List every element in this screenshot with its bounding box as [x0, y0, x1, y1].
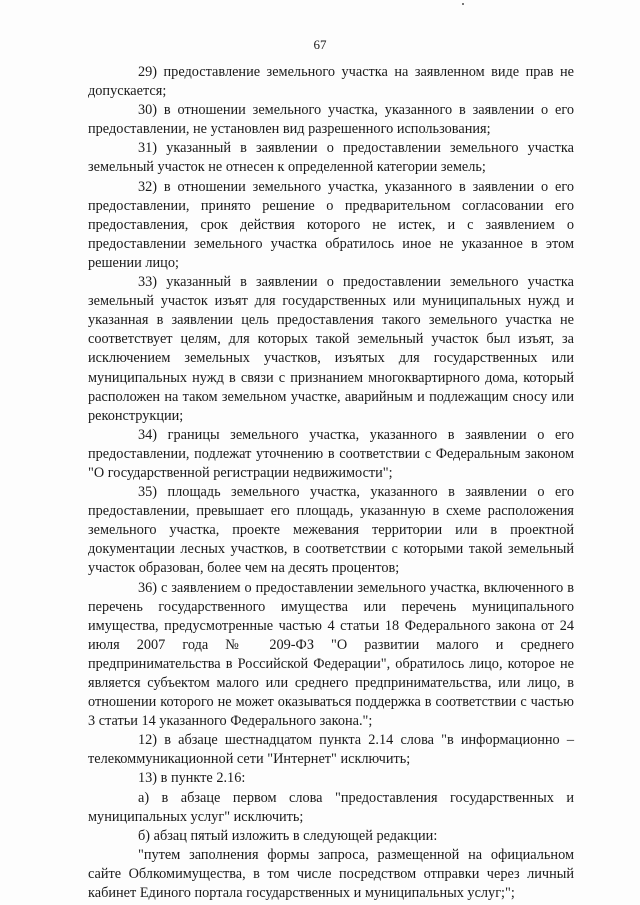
paragraph-amendment-12: 12) в абзаце шестнадцатом пункта 2.14 слова "в информационно – телекоммуникационной сети "Интернет" исключить; [88, 732, 574, 768]
paragraph-item-30: 30) в отношении земельного участка, указанного в заявлении о его предоставлении, не установлен вид разрешенного использования; [88, 102, 574, 138]
document-body [88, 63, 574, 903]
paragraph-subitem-b: б) абзац пятый изложить в следующей редакции: [138, 827, 438, 844]
paragraph-item-35: 35) площадь земельного участка, указанного в заявлении о его предоставлении, превышает его площадь, указанную в схеме расположения земельного участка, проекте межевания территории или в проектной документации лесных участков, в соответствии с которыми такой земельный участок образован, более чем на десять процентов; [88, 484, 574, 577]
scan-speck [462, 3, 464, 5]
paragraph-item-34: 34) границы земельного участка, указанного в заявлении о его предоставлении, подлежат уточнению в соответствии с Федеральным законом "О государственной регистрации недвижимости"; [88, 426, 574, 481]
paragraph-item-29: 29) предоставление земельного участка на заявленном виде прав не допускается; [88, 64, 574, 100]
paragraph-item-36: 36) с заявлением о предоставлении земельного участка, включенного в перечень государственного имущества или перечень муниципального имущества, предусмотренные частью 4 статьи 18 Федерального закона от 24 июля 2007 года № 209-ФЗ "О развитии малого и среднего предпринимательства в Российской Федерации", обратилось лицо, которое не является субъектом малого или среднего предпринимательства, или лицо, в отношении которого не может оказываться поддержка в соответствии с частью 3 статьи 14 указанного Федерального закона."; [88, 579, 574, 730]
paragraph-quote: "путем заполнения формы запроса, размещенной на официальном сайте Облкомимущества, в том числе посредством отправки через личный кабинет Единого портала государственных и муниципальных услуг;"; [88, 846, 574, 902]
paragraph-item-32: 32) в отношении земельного участка, указанного в заявлении о его предоставлении, принято решение о предварительном согласовании его предоставления, срок действия которого не истек, и с заявлением о предоставлении земельного участка обратилось иное не указанное в этом решении лицо; [88, 178, 574, 271]
paragraph-item-33: 33) указанный в заявлении о предоставлении земельного участка земельный участок изъят для государственных или муниципальных нужд и указанная в заявлении цель предоставления такого земельного участка не соответствует целям, для которых такой земельный участок был изъят, за исключением земельных участков, изъятых для государственных или муниципальных нужд в связи с признанием многоквартирного дома, который расположен на таком земельном участке, аварийным и подлежащим сносу или реконструкции; [88, 274, 574, 424]
paragraph-subitem-a: а) в абзаце первом слова "предоставления государственных и муниципальных услуг" исключить; [88, 789, 574, 825]
paragraph-item-31: 31) указанный в заявлении о предоставлении земельного участка земельный участок не отнесен к определенной категории земель; [88, 140, 574, 176]
page-number: 67 [313, 37, 327, 52]
paragraph-amendment-13: 13) в пункте 2.16: [138, 770, 246, 787]
